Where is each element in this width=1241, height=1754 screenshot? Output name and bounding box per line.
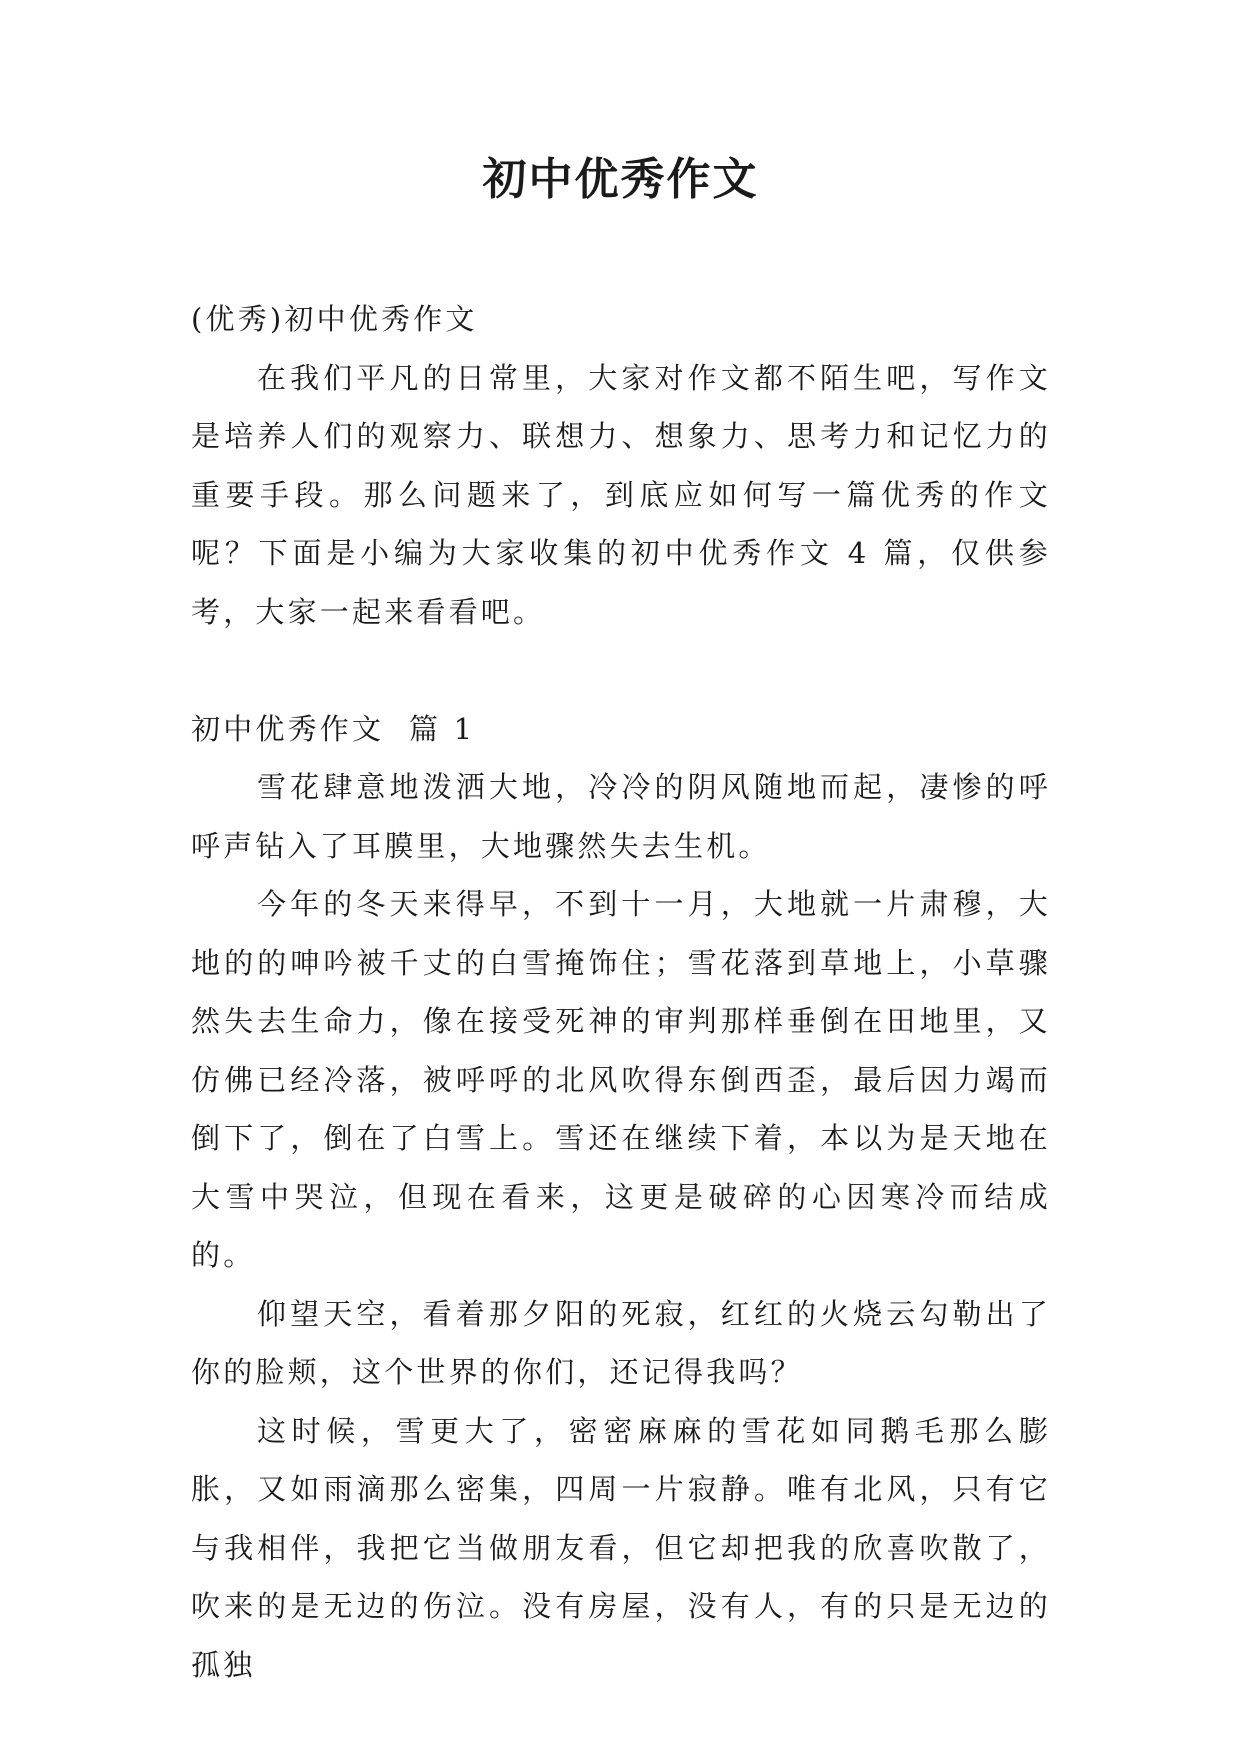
document-subtitle: (优秀)初中优秀作文: [191, 302, 478, 336]
section-spacer: [191, 641, 1051, 700]
body-paragraph: 雪花肆意地泼洒大地，冷冷的阴风随地而起，凄惨的呼呼声钻入了耳膜里，大地骤然失去生机。: [191, 770, 1051, 863]
document-title: 初中优秀作文: [482, 154, 759, 205]
document-body: [191, 290, 1051, 1694]
body-paragraph: 这时候，雪更大了，密密麻麻的雪花如同鹅毛那么膨胀，又如雨滴那么密集，四周一片寂静。唯有北风，只有它与我相伴，我把它当做朋友看，但它却把我的欣喜吹散了，吹来的是无边的伤泣。没有房屋，没有人，有的只是无边的孤独: [191, 1413, 1051, 1682]
body-paragraph: 今年的冬天来得早，不到十一月，大地就一片肃穆，大地的的呻吟被千丈的白雪掩饰住；雪花落到草地上，小草骤然失去生命力，像在接受死神的审判那样垂倒在田地里，又仿佛已经冷落，被呼呼的北风吹得东倒西歪，最后因力竭而倒下了，倒在了白雪上。雪还在继续下着，本以为是天地在大雪中哭泣，但现在看来，这更是破碎的心因寒冷而结成的。: [191, 887, 1051, 1272]
section-heading: 初中优秀作文 篇 1: [191, 711, 476, 746]
body-paragraph: 仰望天空，看着那夕阳的死寂，红红的火烧云勾勒出了你的脸颊，这个世界的你们，还记得我吗？: [191, 1296, 1051, 1389]
intro-paragraph: 在我们平凡的日常里，大家对作文都不陌生吧，写作文是培养人们的观察力、联想力、想象力、思考力和记忆力的重要手段。那么问题来了，到底应如何写一篇优秀的作文呢？下面是小编为大家收集的初中优秀作文 4 篇，仅供参考，大家一起来看看吧。: [191, 360, 1051, 629]
